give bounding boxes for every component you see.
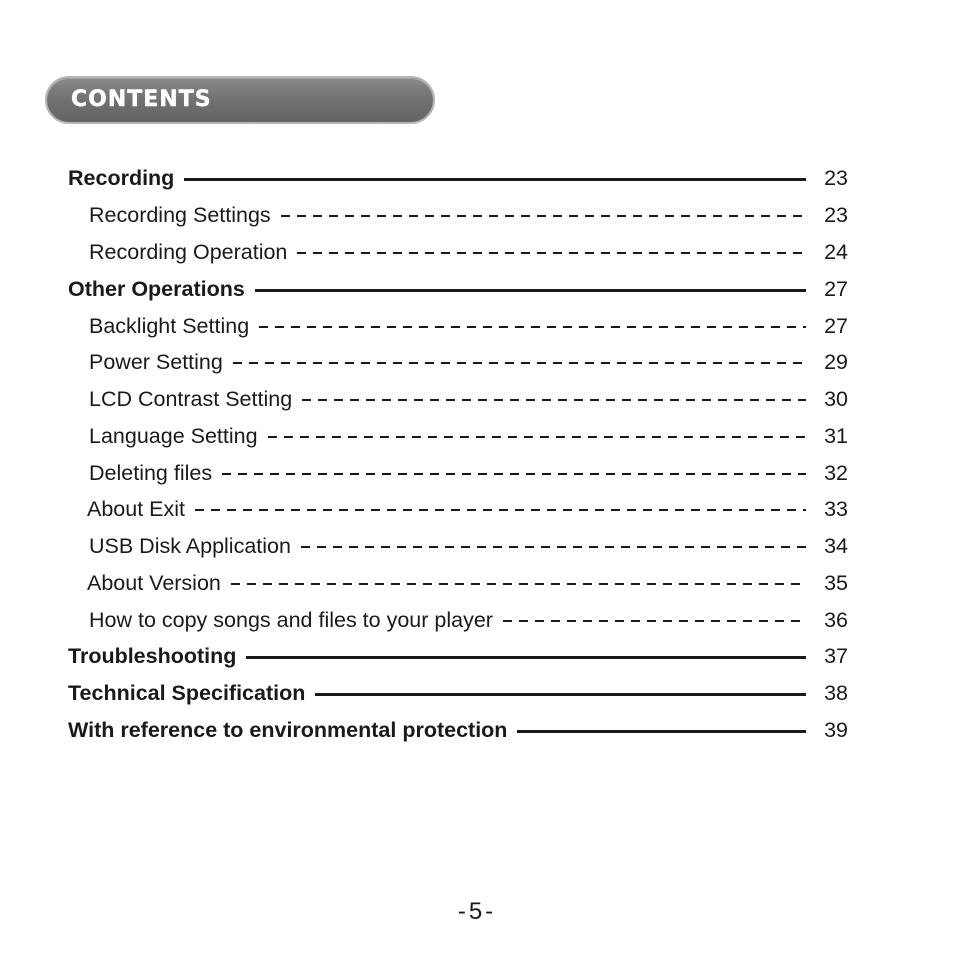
toc-entry-recording-settings[interactable] [89, 197, 848, 233]
toc-entry-page: 34 [824, 534, 848, 558]
toc-entry-label: Power Setting [89, 350, 223, 374]
leader-dots [195, 509, 806, 511]
toc-entry-page: 30 [824, 387, 848, 411]
toc-entry-power-setting[interactable] [89, 344, 848, 380]
toc-entry-label: About Version [87, 571, 221, 595]
leader-dots [222, 473, 806, 475]
toc-entry-label: LCD Contrast Setting [89, 387, 293, 411]
leader-dots [281, 215, 806, 217]
toc-entry-deleting-files[interactable] [89, 455, 848, 491]
toc-entry-label: Deleting files [89, 461, 213, 485]
toc-entry-language-setting[interactable] [89, 418, 848, 454]
toc-entry-label: About Exit [87, 497, 185, 521]
leader-dots [259, 326, 806, 328]
toc-entry-copy-songs[interactable] [89, 602, 848, 638]
toc-entry-page: 32 [824, 461, 848, 485]
toc-entry-about-version[interactable] [87, 565, 848, 601]
toc-entry-label: With reference to environmental protection [68, 718, 508, 742]
leader-dots [302, 399, 806, 401]
toc-entry-page: 37 [824, 644, 848, 668]
contents-header-banner [45, 76, 435, 124]
toc-entry-environmental-protection[interactable] [68, 712, 848, 748]
toc-entry-page: 27 [824, 277, 848, 301]
toc-entry-page: 29 [824, 350, 848, 374]
toc-entry-page: 23 [824, 166, 848, 190]
toc-entry-label: Other Operations [68, 277, 245, 301]
toc-entry-page: 36 [824, 608, 848, 632]
toc-entry-label: Troubleshooting [68, 644, 237, 668]
toc-entry-page: 27 [824, 314, 848, 338]
toc-entry-troubleshooting[interactable] [68, 638, 848, 674]
toc-entry-backlight-setting[interactable] [89, 308, 848, 344]
toc-entry-label: Recording [68, 166, 175, 190]
toc-entry-recording-operation[interactable] [89, 234, 848, 270]
contents-title: CONTENTS [71, 87, 212, 112]
leader-dots [301, 546, 806, 548]
toc-entry-page: 33 [824, 497, 848, 521]
toc-entry-label: How to copy songs and files to your player [89, 608, 493, 632]
toc-entry-usb-disk-application[interactable] [89, 528, 848, 564]
toc-entry-label: Recording Settings [89, 203, 271, 227]
toc-entry-recording[interactable] [68, 160, 848, 196]
leader-line [517, 730, 806, 733]
toc-entry-label: Recording Operation [89, 240, 288, 264]
toc-entry-label: Technical Specification [68, 681, 306, 705]
leader-dots [297, 252, 806, 254]
leader-dots [233, 362, 806, 364]
toc-entry-page: 35 [824, 571, 848, 595]
leader-line [246, 656, 806, 659]
leader-line [255, 289, 806, 292]
toc-entry-page: 31 [824, 424, 848, 448]
leader-dots [503, 620, 806, 622]
leader-dots [231, 583, 806, 585]
page-number: -5- [457, 898, 497, 925]
toc-entry-other-operations[interactable] [68, 271, 848, 307]
toc-entry-page: 38 [824, 681, 848, 705]
toc-entry-page: 39 [824, 718, 848, 742]
toc-entry-technical-specification[interactable] [68, 675, 848, 711]
toc-entry-label: Backlight Setting [89, 314, 250, 338]
toc-entry-label: USB Disk Application [89, 534, 291, 558]
toc-entry-lcd-contrast-setting[interactable] [89, 381, 848, 417]
leader-dots [268, 436, 806, 438]
toc-entry-page: 24 [824, 240, 848, 264]
toc-entry-label: Language Setting [89, 424, 258, 448]
leader-line [184, 178, 806, 181]
toc-entry-about-exit[interactable] [87, 491, 848, 527]
leader-line [315, 693, 806, 696]
toc-entry-page: 23 [824, 203, 848, 227]
